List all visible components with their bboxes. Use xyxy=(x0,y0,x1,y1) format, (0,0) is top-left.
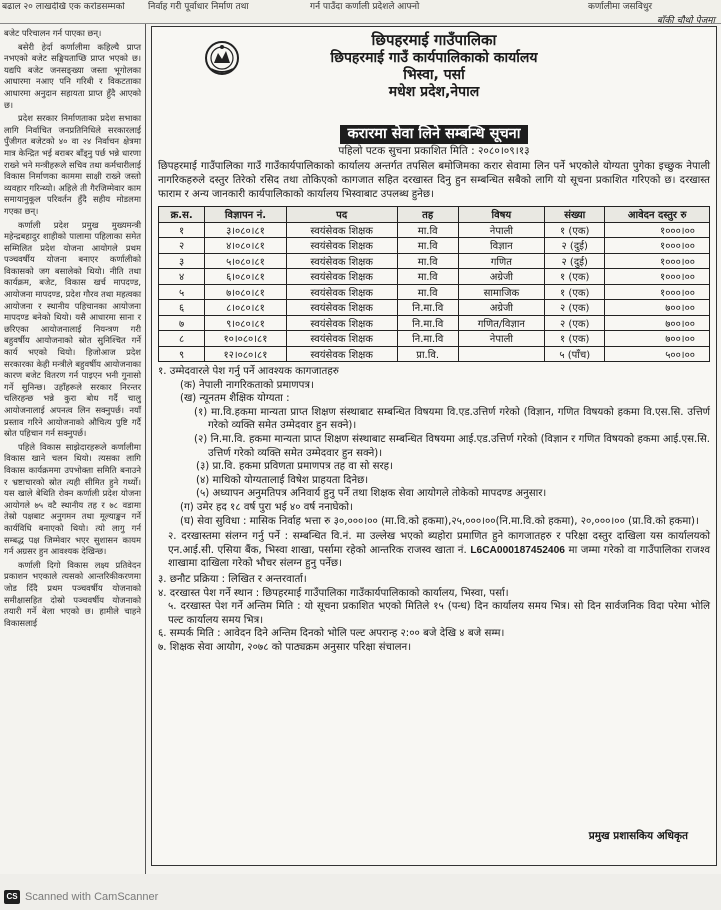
cell-level: मा.वि xyxy=(397,284,458,300)
cell-sn: १ xyxy=(159,222,205,238)
cell-count: १ (एक) xyxy=(545,331,605,347)
cell-post: स्वयंसेवक शिक्षक xyxy=(286,284,397,300)
continued-page-note: बाँकी चौथो पेजमा xyxy=(656,16,715,24)
article-paragraph: कर्णाली दिगो विकास लक्ष्य प्रतिवेदन प्रकाशन भएकाले त्यसको आन्तरिकीकरणमा जोड दिँदै प्रथम पञ्चवर्षीय योजनाको समीक्षासहित दोस्रो पञ्चवर्षीय योजनाको तयारी गर्ने बेला भएको छ। हामीले चाहने विकासलाई xyxy=(4,559,141,628)
signatory-title: प्रमुख प्रशासकिय अधिकृत xyxy=(588,830,688,842)
cell-sn: ६ xyxy=(159,300,205,316)
req-citizenship: (क) नेपाली नागरिकताको प्रमाणपत्र। xyxy=(180,379,314,391)
notice-title-banner: करारमा सेवा लिने सम्बन्धि सूचना xyxy=(340,125,529,144)
req-age-limit: (ग) उमेर हद १८ वर्ष पुरा भई ४० वर्ष ननाघेको। xyxy=(180,502,353,514)
cell-fee: ७००।०० xyxy=(605,300,710,316)
org-name: छिपहरमाई गाउँपालिका xyxy=(371,31,497,49)
cell-fee: ७००।०० xyxy=(605,331,710,347)
col-header-ad-no: विज्ञापन नं. xyxy=(205,206,286,222)
cell-post: स्वयंसेवक शिक्षक xyxy=(286,315,397,331)
req-deadline: ५. दरखास्त पेश गर्ने अन्तिम मिति : यो सूचना प्रकाशित भएको मितिले १५ (पन्ध) दिन कार्यालय समय भित्र। सो दिन सार्वजनिक विदा परेमा भोलि पल्ट कार्यालय समय भित्र। xyxy=(168,601,710,626)
camscanner-watermark xyxy=(4,890,158,904)
cell-fee: १०००।०० xyxy=(605,222,710,238)
cell-level: प्रा.वि. xyxy=(397,346,458,362)
top-fragment-2: निर्वाह गरी पूर्वाधार निर्माण तथा xyxy=(148,2,249,12)
cell-ad-no: १०।०८०।८१ xyxy=(205,331,286,347)
table-row xyxy=(159,269,710,285)
req-attachments-text: २. दरखास्तमा संलग्न गर्नु पर्ने : सम्बन्धित वि.नं. मा उल्लेख भएको ब्यहोरा प्रमाणित हुने कागजातहरु र परिक्षा दस्तुर दाखिला यस कार्यालयको एन.आई.सी. एसिया बैंक, भिस्वा शाखा, पर्सामा रहेको आन्तरिक राजस्व खाता नं. xyxy=(168,531,710,556)
cell-sn: ९ xyxy=(159,346,205,362)
col-header-sn: क्र.स. xyxy=(159,206,205,222)
cell-fee: ७००।०० xyxy=(605,315,710,331)
camscanner-logo-icon: CS xyxy=(4,890,20,904)
office-name: छिपहरमाई गाउँ कार्यपालिकाको कार्यालय xyxy=(330,50,538,66)
cell-post: स्वयंसेवक शिक्षक xyxy=(286,269,397,285)
cell-subject: नेपाली xyxy=(458,331,544,347)
cell-sn: ३ xyxy=(159,253,205,269)
cell-count: १ (एक) xyxy=(545,222,605,238)
cell-sn: २ xyxy=(159,238,205,254)
cell-ad-no: १२।०८०।८१ xyxy=(205,346,286,362)
cell-ad-no: ४।०८०।८१ xyxy=(205,238,286,254)
left-article-column xyxy=(0,24,146,874)
cell-ad-no: ६।०८०।८१ xyxy=(205,269,286,285)
province-name: मधेश प्रदेश,नेपाल xyxy=(388,84,480,100)
published-date: पहिलो पटक सुचना प्रकाशित मिति : २०८०।०९।१३ xyxy=(338,145,530,157)
cell-ad-no: ८।०८०।८१ xyxy=(205,300,286,316)
cell-fee: १०००।०० xyxy=(605,269,710,285)
req-qual-lower-secondary: (२) नि.मा.वि. हकमा मान्यता प्राप्त शिक्षण संस्थाबाट सम्बन्धित विषयमा आई.एड.उत्तिर्ण गरेको (विज्ञान र गणित विषयको हकमा आई.एस.सि. उत्तिर्ण गरेको व्यक्ति समेत उम्मेदवार हुन सक्ने)। xyxy=(194,434,710,459)
table-row xyxy=(159,315,710,331)
cell-subject: गणित/विज्ञान xyxy=(458,315,544,331)
intro-paragraph: छिपहरमाई गाउँपालिका गाउँ गाउँकार्यपालिकाको कार्यालय अन्तर्गत तपसिल बमोजिमका करार सेवामा लिन पर्ने भएकोले योग्यता पुगेका इच्छुक नेपाली नागरिकहरुले दस्तुर तिरेको रसिद तथा तोकिएको कागजात सहित दरखास्त दिनु हुन सम्बन्धित सबैको लागि यो सूचना प्रकाशित गरिएको छ। दरखास्त फाराम र अन्य जानकारी कार्यपालिकाको कार्यालय भिस्वाबाट उपलब्ध हुनेछ। xyxy=(158,161,710,201)
cell-count: २ (दुई) xyxy=(545,253,605,269)
cell-post: स्वयंसेवक शिक्षक xyxy=(286,300,397,316)
cell-sn: ५ xyxy=(159,284,205,300)
req-teaching-license: (५) अध्यापन अनुमतिपत्र अनिवार्य हुनु पर्ने तथा शिक्षक सेवा आयोगले तोकेको मापदण्ड अनुसार। xyxy=(196,488,547,500)
cell-post: स्वयंसेवक शिक्षक xyxy=(286,222,397,238)
article-paragraph: बजेट परिचालन गर्न पाएका छन्। xyxy=(4,28,102,38)
cell-sn: ८ xyxy=(159,331,205,347)
article-paragraph: पहिले विकास साझेदारहरूले कर्णालीमा विकास खाने चलन थियो। त्यसका लागि विकास कार्यक्रममा उपभोक्ता समिति बनाउने र भ्रष्टाचारको स्रोत त्यही सीमित हुने गर्थ्यो। यस खाले बेथिति रोक्न कर्णाली प्रदेश योजना आयोगले ७५ वटै स्थानीय तह र ७८ वडामा तेस्रो पक्षबाट अनुगमन तथा मूल्याङ्कन गर्ने कार्यविधि बनाएको थियो। त्यो लागु गर्न सम्बद्ध पक्ष जिम्मेवार भएर सुशासन कायम गर्न अग्रसर हुन आवश्यक देखिन्छ। xyxy=(4,441,141,557)
cell-fee: १०००।०० xyxy=(605,284,710,300)
cell-ad-no: ९।०८०।८१ xyxy=(205,315,286,331)
req-attachments-text-2: मा जम्मा गरेको वा गाउँपालिका राजश्व शाखामा दाखिला गरेको भौचर संलग्न हुनु पर्नेछ। xyxy=(168,544,710,570)
cell-count: १ (एक) xyxy=(545,284,605,300)
table-row xyxy=(159,238,710,254)
table-row xyxy=(159,284,710,300)
cell-ad-no: ३।०८०।८१ xyxy=(205,222,286,238)
cell-level: नि.मा.वि xyxy=(397,315,458,331)
table-header-row xyxy=(159,206,710,222)
cell-count: २ (दुई) xyxy=(545,238,605,254)
table-row xyxy=(159,346,710,362)
camscanner-text: Scanned with CamScanner xyxy=(25,891,159,903)
cell-sn: ७ xyxy=(159,315,205,331)
cell-post: स्वयंसेवक शिक्षक xyxy=(286,238,397,254)
col-header-post: पद xyxy=(286,206,397,222)
req-exam-syllabus: ७. शिक्षक सेवा आयोग, २०७८ को पाठ्यक्रम अनुसार परिक्षा संचालन। xyxy=(158,641,412,653)
col-header-level: तह xyxy=(397,206,458,222)
office-address: भिस्वा, पर्सा xyxy=(403,67,465,83)
cell-level: मा.वि xyxy=(397,253,458,269)
cell-level: नि.मा.वि xyxy=(397,331,458,347)
cell-subject: नेपाली xyxy=(458,222,544,238)
cell-subject: विज्ञान xyxy=(458,238,544,254)
bank-account-number: L6CA000187452406 xyxy=(470,544,565,556)
cell-fee: ५००।०० xyxy=(605,346,710,362)
table-row xyxy=(159,253,710,269)
scan-footer xyxy=(0,874,721,910)
cell-subject: अग्रेजी xyxy=(458,269,544,285)
cell-subject: सामाजिक xyxy=(458,284,544,300)
cell-count: १ (एक) xyxy=(545,269,605,285)
col-header-fee: आवेदन दस्तुर रु xyxy=(605,206,710,222)
article-paragraph: कर्णाली प्रदेश प्रमुख मुख्यमन्त्री महेन्द्रबहादुर शाहीको पालामा पहिलाका समेत सम्मिलित प्रदेश योजना आयोगले प्रथम पञ्चवर्षीय योजना बनाएर कर्णालीको विकासको जग बसालेको थियो। नीति तथा कार्यक्रम, बजेट, विकास खर्च मापदण्ड, आयोजना मापदण्ड, प्रदेश गौरव तथा महत्वका आयोजना र स्थानीय पहिचानका आयोजना मापदण्ड बनेको थियो। यसै आधारमा साना र छरिएका आयोजनालाई नियन्त्रण गरी बहुवर्षीय आयोजनाको स्रोत सुनिश्चित गर्ने कार्य भएको थियो। हिजोआज प्रदेश सरकारका केही मन्त्रीले बहुवर्षीय आयोजनाका कारण बजेट वितरण गर्न पाइएन भनी गुनासो गर्ने सुनिन्छ। उहाँहरूले सरकार निरन्तर चलिरहन्छ भन्ने कुरा बोध गर्दै चालु आयोजनालाई अपनत्व लिन सक्नुपर्छ। नयाँ प्रस्ताव गरिने आयोजनाको औचित्य पुष्टि गर्दै स्रोत पहिचान गर्न सक्नुपर्छ। xyxy=(4,219,141,439)
table-row xyxy=(159,222,710,238)
req-documents-heading: १. उम्मेदवारले पेश गर्नु पर्ने आवश्यक कागजातहरु xyxy=(158,366,339,378)
cell-fee: १०००।०० xyxy=(605,253,710,269)
req-salary: (घ) सेवा सुविधा : मासिक निर्वाह भत्ता रु ३०,०००।०० (मा.वि.को हकमा),२५,०००।००(नि.मा.वि.को हकमा), २०,०००।०० (प्रा.वि.को हकमा)। xyxy=(180,515,699,527)
cell-post: स्वयंसेवक शिक्षक xyxy=(286,331,397,347)
notice-header xyxy=(158,31,710,123)
article-paragraph: प्रदेश सरकार निर्माणताका प्रदेश सभाका लागि निर्वाचित जनप्रतिनिधिले सरकारलाई पुँजीगत बजेटको ४० वा २४ निर्वाचन क्षेत्रमा मात्र केन्द्रित भई बराबर बाँड्नु पर्छ भन्ने धारणा राख्ने भने मन्त्रीहरूले सचिव तथा कर्मचारीलाई विकास निर्माणका काममा साक्षी राख्ने जस्तो व्यवहार गरिन्थ्यो। अहिले ती गैरजिम्मेवार काम समायानुकूल परिवर्तन हुँदै सहीय मोडलमा गएका छन्। xyxy=(4,113,141,216)
notice-box xyxy=(151,26,717,866)
cell-count: ५ (पाँच) xyxy=(545,346,605,362)
req-attachments xyxy=(158,530,710,571)
req-contact-date: ६. सम्पर्क मिति : आवेदन दिने अन्तिम दिनको भोलि पल्ट अपरान्ह २:०० बजे देखि ४ बजे सम्म। xyxy=(158,628,505,640)
cell-sn: ४ xyxy=(159,269,205,285)
col-header-subject: विषय xyxy=(458,206,544,222)
nepal-emblem-icon xyxy=(204,39,240,77)
req-submission-place: ४. दरखास्त पेश गर्ने स्थान : छिपहरमाई गाउँपालिका गाउँकार्यपालिकाको कार्यालय, भिस्वा, पर्सा। xyxy=(158,587,509,599)
cell-subject xyxy=(458,346,544,362)
cell-count: २ (एक) xyxy=(545,315,605,331)
table-row xyxy=(159,300,710,316)
requirements-section xyxy=(158,365,710,654)
req-qual-primary: (३) प्रा.वि. हकमा प्रविणता प्रमाणपत्र तह वा सो सरह। xyxy=(196,461,393,473)
cell-post: स्वयंसेवक शिक्षक xyxy=(286,253,397,269)
cell-level: मा.वि xyxy=(397,222,458,238)
cell-count: २ (एक) xyxy=(545,300,605,316)
cell-fee: १०००।०० xyxy=(605,238,710,254)
cell-ad-no: ५।०८०।८१ xyxy=(205,253,286,269)
table-row xyxy=(159,331,710,347)
vacancy-table xyxy=(158,206,710,363)
req-qual-priority: (४) माथिको योग्यतालाई विषेश प्राहयता दिनेछ। xyxy=(196,474,369,486)
top-fragment-1: बढाल २० लाखदेखि एक करोडसम्मको xyxy=(2,2,125,12)
cell-subject: अग्रेजी xyxy=(458,300,544,316)
top-fragment-4: कर्णालीमा जसविधुर xyxy=(588,2,653,12)
cell-level: नि.मा.वि xyxy=(397,300,458,316)
req-education-heading: (ख) न्यूनतम शैक्षिक योग्यता : xyxy=(180,393,290,405)
cell-post: स्वयंसेवक शिक्षक xyxy=(286,346,397,362)
col-header-count: संख्या xyxy=(545,206,605,222)
article-paragraph: बसेरी हेर्दा कर्णालीमा कहिल्यै प्राप्त नभएको बजेट सङ्घियताप्छि प्राप्त भएको छ। यद्यपि बजेट जनसङ्ख्या जस्ता भूगोलका आधारमा नआए पनि गरिबी र विकटताका आधारमा अनुदान सहायता प्राप्त हुँदै आएको छ। xyxy=(4,41,141,110)
cell-level: मा.वि xyxy=(397,238,458,254)
cell-level: मा.वि xyxy=(397,269,458,285)
cell-subject: गणित xyxy=(458,253,544,269)
cell-ad-no: ७।०८०।८१ xyxy=(205,284,286,300)
req-qual-secondary: (१) मा.वि.हकमा मान्यता प्राप्त शिक्षण संस्थाबाट सम्बन्धित विषयमा वि.एड.उत्तिर्ण गरेको (विज्ञान, गणित विषयको हकमा वि.एस.सि. उत्तिर्ण गरेको व्यक्ति समेत उम्मेदवार हुन सक्ने)। xyxy=(194,406,710,432)
top-fragment-3: गर्न पाउँदा कर्णाली प्रदेशले आफ्नो xyxy=(310,2,420,12)
top-strip xyxy=(0,0,721,24)
req-selection-process: ३. छनौट प्रक्रिया : लिखित र अन्तरवार्ता। xyxy=(158,574,307,586)
